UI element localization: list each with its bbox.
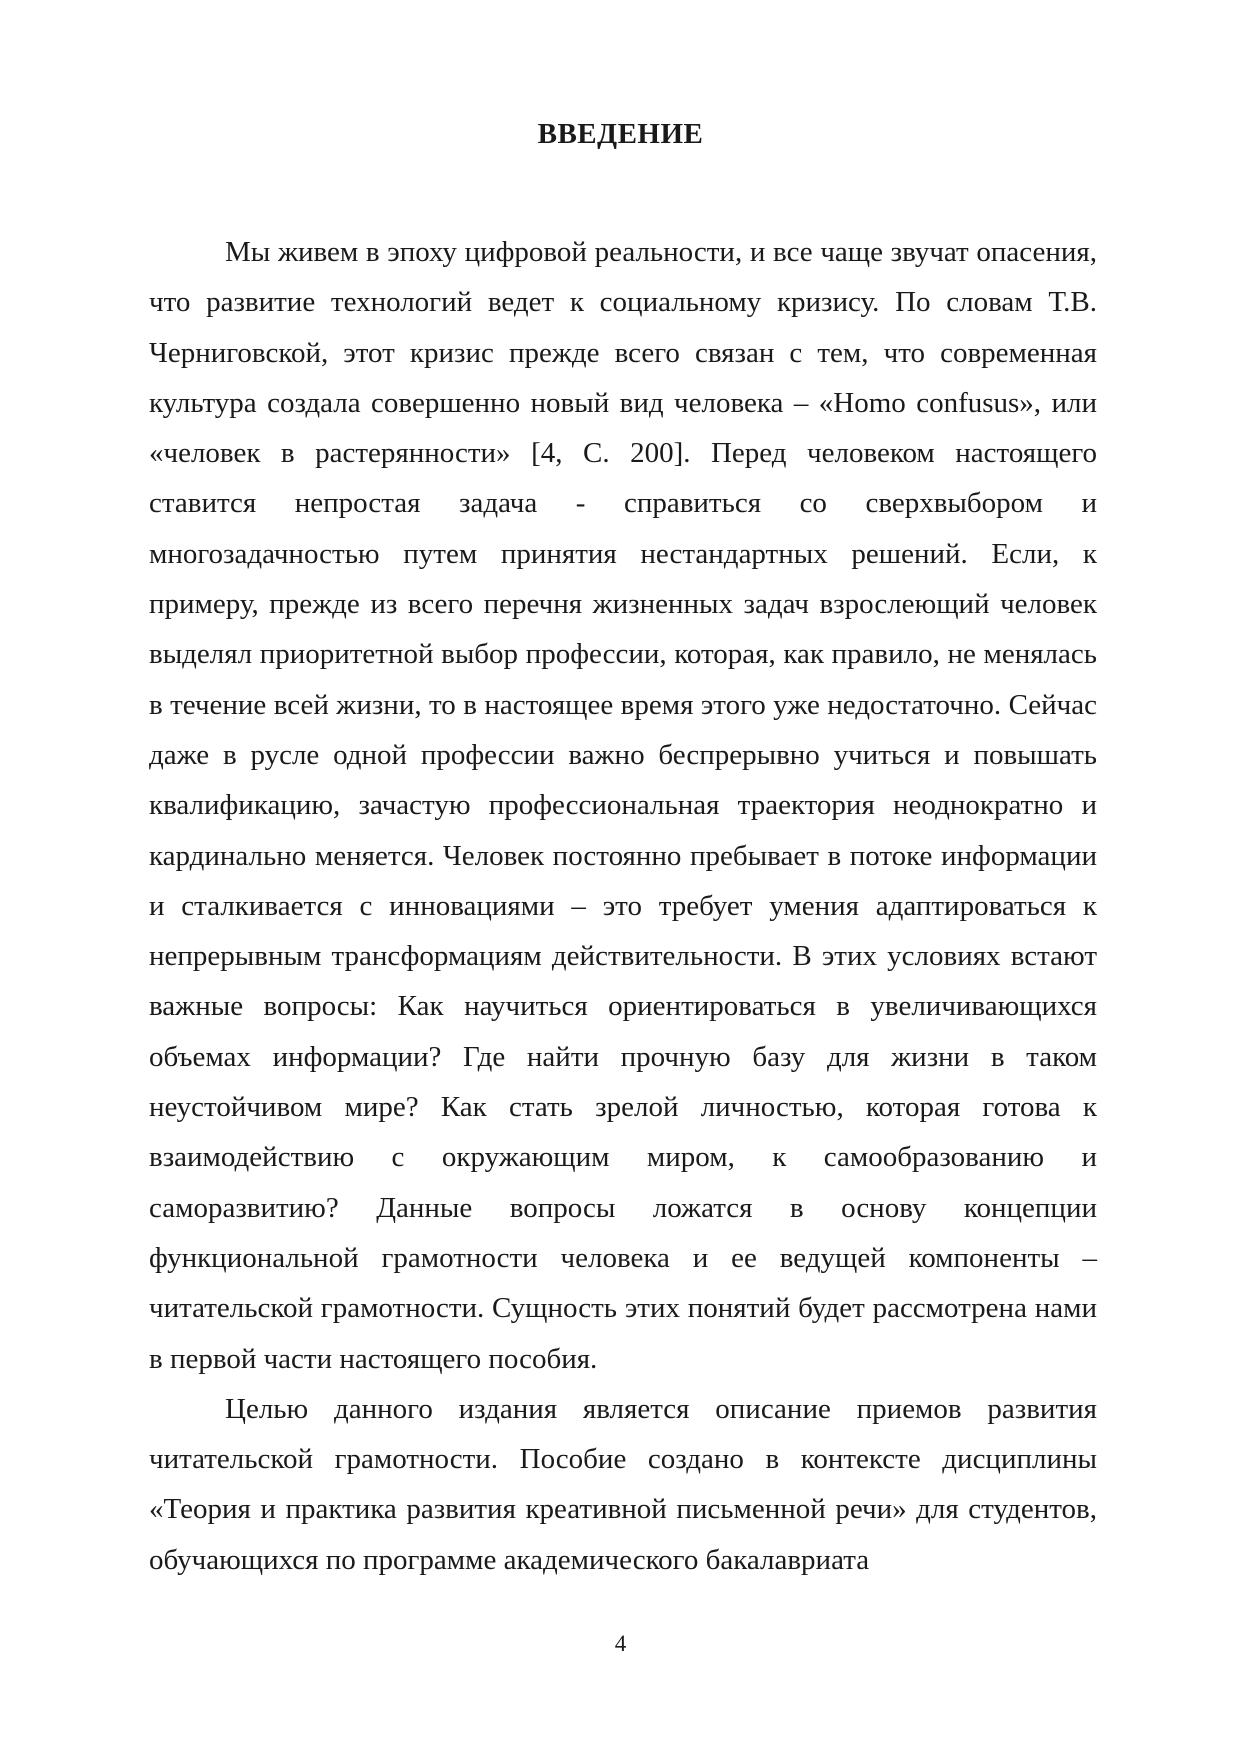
paragraph-2: Целью данного издания является описание приемов развития читательской грамотности. Пособие создано в контексте дисциплины «Теория и практика развития креативной письменной речи» для студентов, обучающихся по программе академического бакалавриата (149, 1392, 1097, 1576)
page-heading: ВВЕДЕНИЕ (537, 118, 704, 150)
body-text (149, 227, 1097, 1585)
page-number: 4 (614, 1631, 627, 1656)
paragraph-1: Мы живем в эпоху цифровой реальности, и все чаще звучат опасения, что развитие технологий ведет к социальному кризису. По словам Т.В. Черниговской, этот кризис прежде всего связан с тем, что современная культура создала совершенно новый вид человека – «Homo confusus», или «человек в растерянности» [4, С. 200]. Перед человеком настоящего ставится непростая задача - справиться со сверхвыбором и многозадачностью путем принятия нестандартных решений. Если, к примеру, прежде из всего перечня жизненных задач взрослеющий человек выделял приоритетной выбор профессии, которая, как правило, не менялась в течение всей жизни, то в настоящее время этого уже недостаточно. Сейчас даже в русле одной профессии важно беспрерывно учиться и повышать квалификацию, зачастую профессиональная траектория неоднократно и кардинально меняется. Человек постоянно пребывает в потоке информации и сталкивается с инновациями – это требует умения адаптироваться к непрерывным трансформациям действительности. В этих условиях встают важные вопросы: Как научиться ориентироваться в увеличивающихся объемах информации? Где найти прочную базу для жизни в таком неустойчивом мире? Как стать зрелой личностью, которая готова к взаимодействию с окружающим миром, к самообразованию и саморазвитию? Данные вопросы ложатся в основу концепции функциональной грамотности человека и ее ведущей компоненты – читательской грамотности. Сущность этих понятий будет рассмотрена нами в первой части настоящего пособия. (149, 236, 1097, 1375)
